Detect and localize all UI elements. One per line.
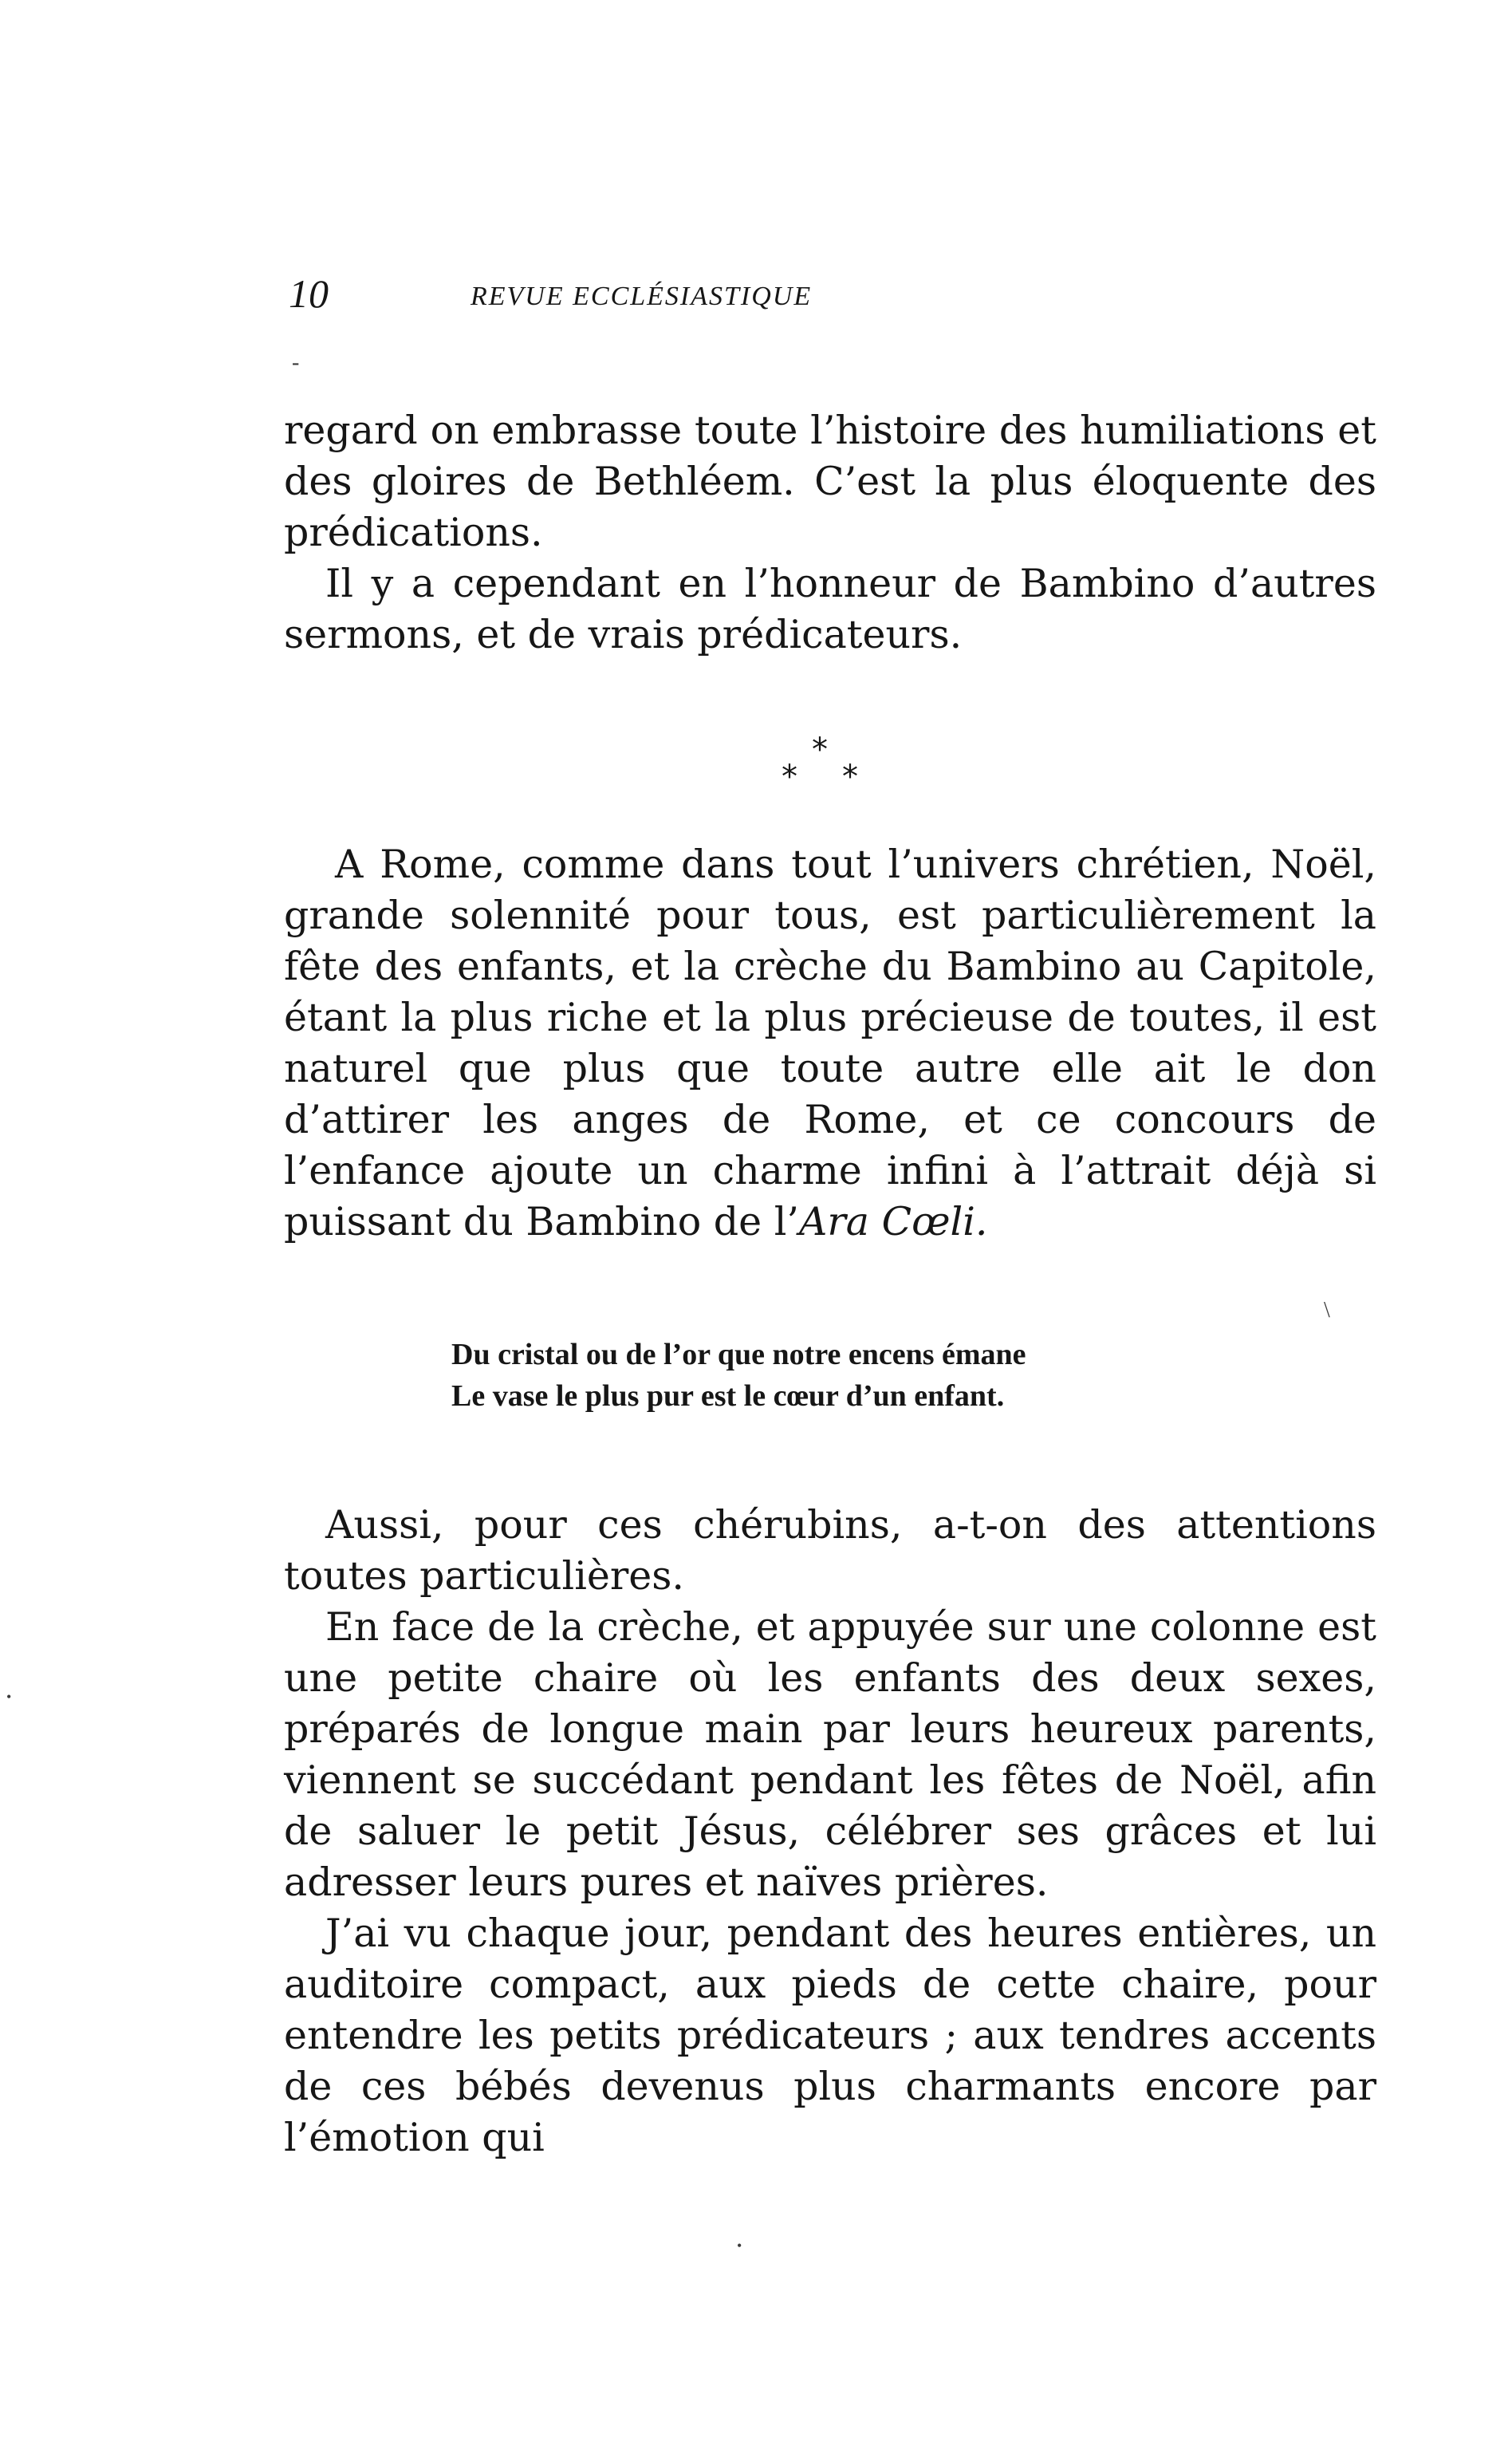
paragraph: Aussi, pour ces chérubins, a-t-on des attentions toutes particulières.	[284, 1502, 1376, 1599]
asterism-divider	[782, 734, 869, 806]
paragraph: Il y a cependant en l’honneur de Bambino d’autres sermons, et de vrais prédicateurs.	[284, 561, 1376, 657]
text-block-opening	[284, 405, 1376, 661]
stray-dot-mark: •	[737, 2238, 742, 2254]
running-title: REVUE ECCLÉSIASTIQUE	[471, 282, 813, 311]
asterisk-icon: *	[842, 759, 858, 795]
asterisk-icon: *	[812, 732, 828, 768]
stray-dash-mark: -	[292, 350, 300, 375]
text-block-children	[284, 1500, 1376, 2163]
verse-quotation	[451, 1334, 1026, 1417]
asterisk-icon: *	[782, 759, 797, 795]
stray-dot-mark: •	[6, 1689, 12, 1705]
text-block-rome	[284, 839, 1376, 1248]
paragraph: regard on embrasse toute l’histoire des humiliations et des gloires de Bethléem. C’est la plus éloquente des prédications.	[284, 408, 1376, 555]
article-text: l’	[774, 1199, 799, 1244]
italic-place-name: Ara Cœli.	[798, 1199, 988, 1244]
paragraph-text: A Rome, comme dans tout l’univers chrétien, Noël, grande solennité pour tous, est particulièrement la fête des enfants, et la crèche du Bambino au Capitole, étant la plus riche et la plus précieuse de toutes, il est naturel que plus que toute autre elle ait le don d’attirer les anges de Rome, et ce concours de l’enfance ajoute un charme infini à l’attrait déjà si puissant du Bambino de	[284, 842, 1376, 1244]
paragraph	[284, 839, 1376, 1248]
paragraph: J’ai vu chaque jour, pendant des heures entières, un auditoire compact, aux pieds de cette chaire, pour entendre les petits prédicateurs ; aux tendres accents de ces bébés devenus plus charmants encore par l’émotion qui	[284, 1911, 1376, 2160]
paragraph: En face de la crèche, et appuyée sur une colonne est une petite chaire où les enfants des deux sexes, préparés de longue main par leurs heureux parents, viennent se succédant pendant les fêtes de Noël, afin de saluer le petit Jésus, célébrer ses grâces et lui adresser leurs pures et naïves prières.	[284, 1604, 1376, 1905]
page-number: 10	[289, 271, 329, 316]
stray-tick-mark: \	[1324, 1298, 1330, 1323]
verse-line: Le vase le plus pur est le cœur d’un enfant.	[451, 1379, 1005, 1413]
verse-line: Du cristal ou de l’or que notre encens émane	[451, 1338, 1026, 1371]
